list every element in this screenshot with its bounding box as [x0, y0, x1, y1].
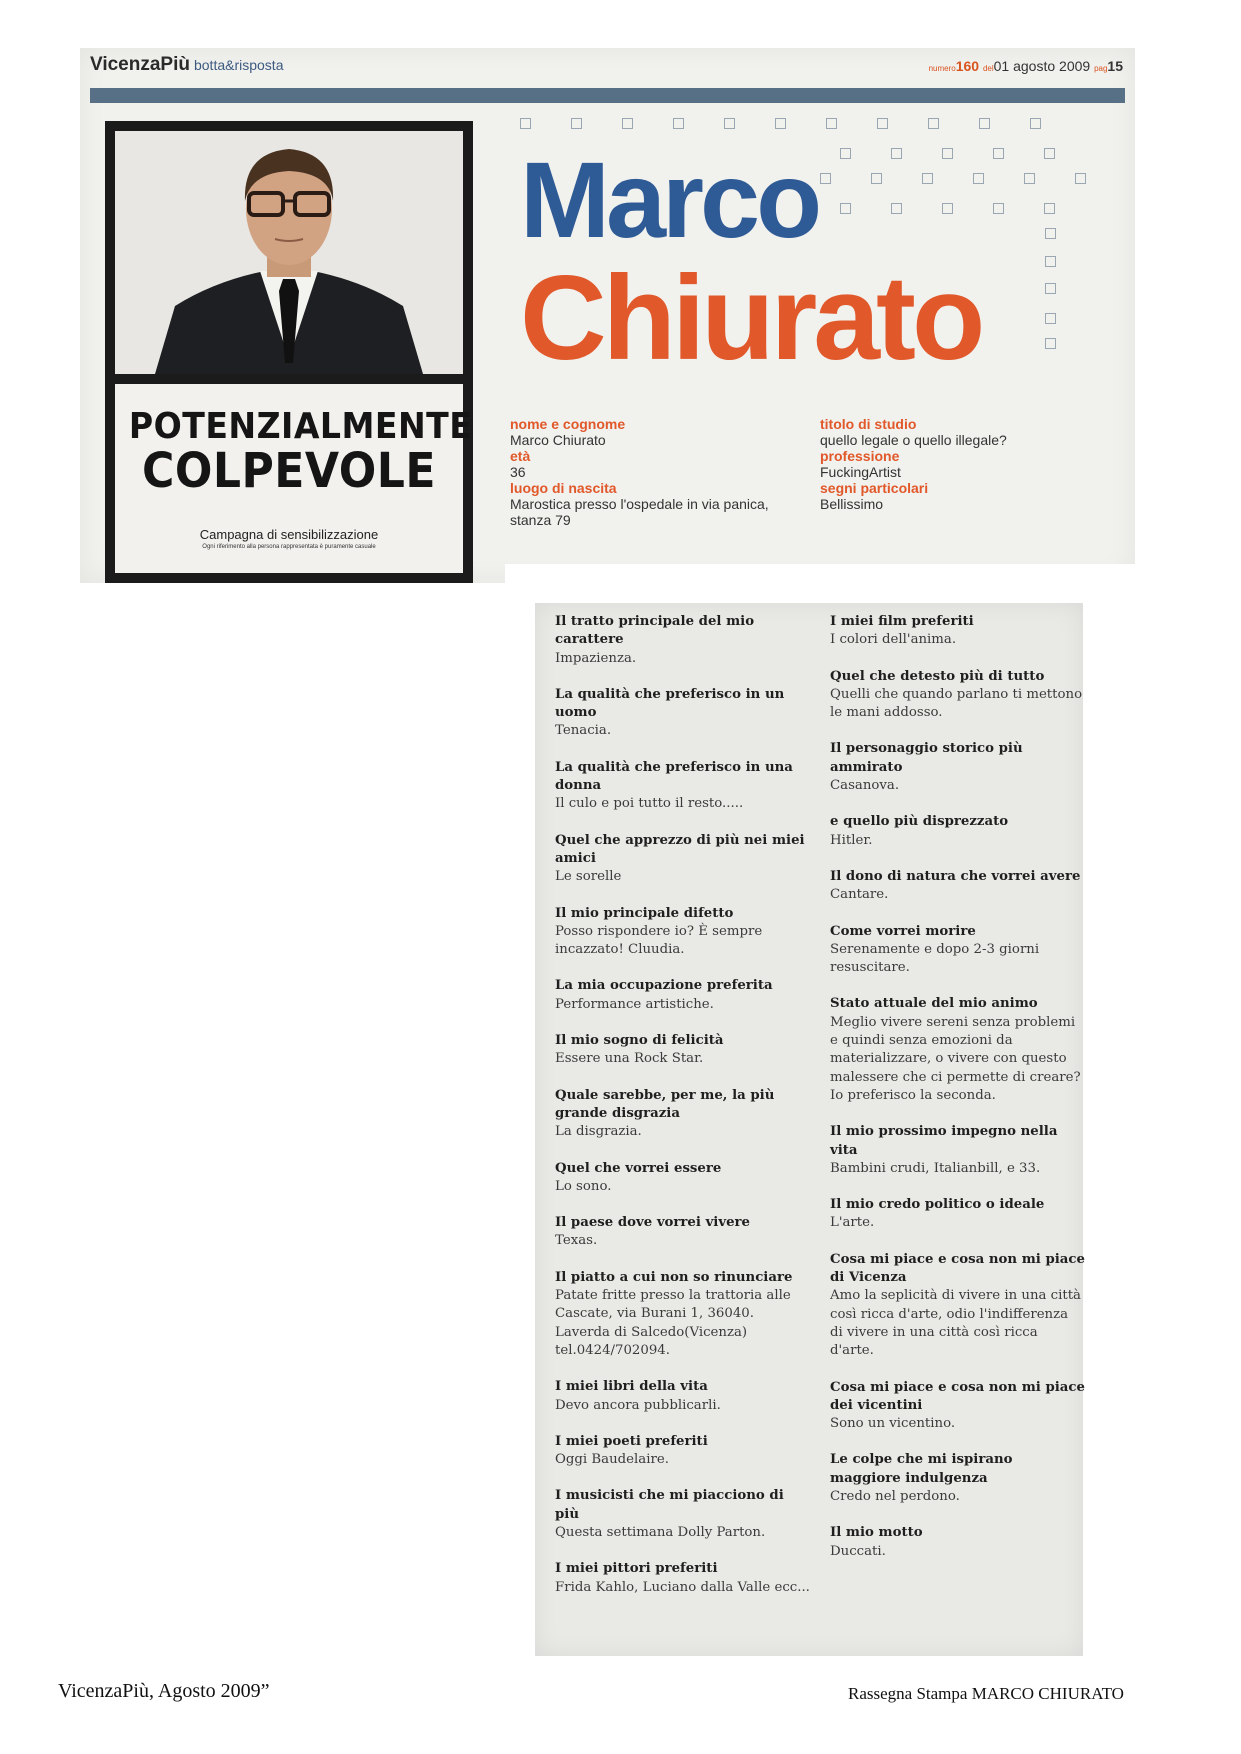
qa-item [830, 1123, 1085, 1178]
questionnaire-clipping [535, 603, 1083, 1656]
qa-question: Il dono di natura che vorrei avere [830, 868, 1081, 884]
decorative-square [840, 203, 851, 214]
qa-question: Il mio motto [830, 1525, 923, 1541]
poster-campaign: Campagna di sensibilizzazione [199, 527, 379, 543]
qa-answer: Posso rispondere io? È sempre incazzato! Cluudia. [555, 923, 763, 958]
qa-item [830, 1196, 1085, 1233]
qa-question: I miei libri della vita [555, 1379, 708, 1395]
profile-value: quello legale o quello illegale? [820, 432, 1007, 448]
qa-item [830, 1451, 1085, 1506]
qa-question: Quale sarebbe, per me, la più grande disgrazia [555, 1087, 775, 1121]
qa-item [830, 813, 1085, 850]
qa-question: Il paese dove vorrei vivere [555, 1215, 751, 1231]
profile-label: segni particolari [820, 480, 929, 496]
qa-question: Il piatto a cui non so rinunciare [555, 1269, 793, 1285]
qa-item [555, 1087, 810, 1142]
qa-answer: Devo ancora pubblicarli. [555, 1397, 721, 1413]
questionnaire-left-column [555, 613, 810, 1615]
portrait-photo [115, 131, 463, 374]
title-first-name: Marco [520, 139, 819, 260]
profile-label: titolo di studio [820, 416, 917, 432]
decorative-square [724, 118, 735, 129]
decorative-square [942, 203, 953, 214]
qa-question: Come vorrei morire [830, 923, 976, 939]
qa-item [555, 759, 810, 814]
decorative-square [775, 118, 786, 129]
qa-question: e quello più disprezzato [830, 814, 1009, 830]
qa-question: La qualità che preferisco in una donna [555, 759, 793, 794]
portrait-illustration [115, 131, 463, 374]
qa-item [555, 1032, 810, 1069]
decorative-square [820, 173, 831, 184]
decorative-square [1075, 173, 1086, 184]
decorative-square [840, 148, 851, 159]
qa-question: Il mio credo politico o ideale [830, 1197, 1045, 1213]
qa-answer: Amo la seplicità di vivere in una città così ricca d'arte, odio l'indifferenza di vivere in una città così ricca d'arte. [830, 1288, 1081, 1359]
qa-question: Il tratto principale del mio carattere [555, 614, 755, 648]
qa-answer: Duccati. [830, 1543, 886, 1559]
qa-question: Il mio principale difetto [555, 905, 734, 921]
questionnaire-right-column [830, 613, 1085, 1579]
qa-answer: Impazienza. [555, 650, 637, 666]
qa-item [830, 923, 1085, 978]
issue-info [929, 58, 1123, 74]
decorative-square [891, 148, 902, 159]
qa-question: Le colpe che mi ispirano maggiore indulgenza [830, 1452, 1013, 1486]
decorative-square [928, 118, 939, 129]
page-number: 15 [1107, 58, 1123, 74]
qa-question: Il personaggio storico più ammirato [830, 741, 1023, 775]
qa-answer: Il culo e poi tutto il resto..... [555, 796, 744, 812]
profile-value: 36 [510, 464, 526, 480]
qa-item [555, 832, 810, 887]
qa-answer: La disgrazia. [555, 1124, 642, 1140]
qa-answer: Essere una Rock Star. [555, 1051, 704, 1067]
qa-item [555, 1214, 810, 1251]
qa-question: Il mio prossimo impegno nella vita [830, 1124, 1058, 1158]
qa-answer: Serenamente e dopo 2-3 giorni resuscitare. [830, 941, 1040, 976]
qa-item [555, 613, 810, 668]
issue-del: del [982, 64, 994, 73]
qa-question: Il mio sogno di felicità [555, 1033, 724, 1049]
qa-answer: Bambini crudi, Italianbill, e 33. [830, 1160, 1041, 1176]
profile-right-column [820, 416, 1110, 512]
qa-question: La qualità che preferisco in un uomo [555, 686, 785, 721]
qa-answer: Oggi Baudelaire. [555, 1452, 669, 1468]
qa-item [830, 613, 1085, 650]
campaign-poster [105, 121, 473, 583]
qa-question: Cosa mi piace e cosa non mi piace di Vicenza [830, 1251, 1085, 1286]
decorative-square [1045, 228, 1056, 239]
issue-label: numero [928, 64, 956, 73]
qa-answer: Sono un vicentino. [830, 1416, 956, 1432]
qa-answer: Patate fritte presso la trattoria alle Cascate, via Burani 1, 36040. Laverda di Salcedo(Vicenza) tel.0424/702094. [555, 1288, 791, 1358]
qa-answer: Quelli che quando parlano ti mettono le mani addosso. [830, 686, 1083, 721]
profile-value: Marco Chiurato [510, 432, 606, 448]
profile-label: professione [820, 448, 900, 464]
profile-label: luogo di nascita [510, 480, 617, 496]
decorative-square [1044, 203, 1055, 214]
qa-answer: Credo nel perdono. [830, 1488, 960, 1504]
decorative-square [1030, 118, 1041, 129]
poster-headline-line1: POTENZIALMENTE [128, 406, 473, 447]
decorative-square [922, 173, 933, 184]
qa-item [830, 1251, 1085, 1361]
decorative-square [1045, 283, 1056, 294]
publication-name: VicenzaPiù [90, 54, 190, 75]
profile-label: nome e cognome [510, 416, 626, 432]
qa-question: Stato attuale del mio animo [830, 996, 1038, 1012]
qa-answer: Meglio vivere sereni senza problemi e quindi senza emozioni da materializzare, o vivere con questo malessere che ci permette di creare? Io preferisco la seconda. [830, 1014, 1081, 1103]
decorative-square [993, 203, 1004, 214]
qa-question: Quel che detesto più di tutto [830, 668, 1045, 684]
decorative-square [1024, 173, 1035, 184]
issue-date: 01 agosto 2009 [993, 58, 1091, 74]
qa-answer: Le sorelle [555, 869, 622, 885]
decorative-square [891, 203, 902, 214]
qa-answer: Performance artistiche. [555, 996, 714, 1012]
decorative-square [942, 148, 953, 159]
qa-item [555, 1378, 810, 1415]
qa-item [555, 1433, 810, 1470]
qa-answer: Questa settimana Dolly Parton. [555, 1524, 766, 1540]
qa-item [555, 1160, 810, 1197]
decorative-square [993, 148, 1004, 159]
decorative-square [1045, 338, 1056, 349]
qa-answer: Casanova. [830, 778, 900, 794]
issue-number: 160 [955, 58, 980, 74]
qa-question: I miei pittori preferiti [555, 1561, 718, 1577]
profile-value: Marostica presso l'ospedale in via panica, stanza 79 [510, 496, 769, 528]
decorative-square [877, 118, 888, 129]
masthead [90, 54, 283, 76]
title-last-name: Chiurato [520, 251, 982, 385]
qa-item [555, 686, 810, 741]
decorative-square [1045, 313, 1056, 324]
decorative-square [673, 118, 684, 129]
qa-question: I miei film preferiti [830, 614, 974, 629]
article-header-clipping [80, 48, 1135, 583]
qa-answer: Hitler. [830, 832, 873, 848]
qa-question: Cosa mi piace e cosa non mi piace dei vicentini [830, 1379, 1085, 1413]
qa-question: I miei poeti preferiti [555, 1433, 708, 1449]
qa-item [830, 868, 1085, 905]
poster-text [115, 384, 473, 573]
profile-label: età [510, 448, 531, 464]
qa-question: Quel che vorrei essere [555, 1160, 722, 1176]
clipping-cut [505, 564, 1145, 588]
qa-item [830, 1379, 1085, 1434]
qa-answer: Lo sono. [555, 1178, 612, 1194]
decorative-square [871, 173, 882, 184]
footer-source: VicenzaPiù, Agosto 2009” [58, 1680, 270, 1702]
qa-answer: I colori dell'anima. [830, 632, 957, 648]
decorative-square [1044, 148, 1055, 159]
qa-item [830, 740, 1085, 795]
profile-value: Bellissimo [820, 496, 884, 512]
qa-answer: Cantare. [830, 887, 889, 903]
qa-item [555, 905, 810, 960]
qa-question: La mia occupazione preferita [555, 978, 773, 994]
header-bar [90, 88, 1125, 103]
qa-question: Quel che apprezzo di più nei miei amici [555, 832, 805, 866]
poster-disclaimer: Ogni riferimento alla persona rappresentata è puramente casuale [202, 544, 376, 551]
qa-item [830, 995, 1085, 1105]
qa-answer: Frida Kahlo, Luciano dalla Valle ecc... [555, 1579, 810, 1595]
decorative-square [826, 118, 837, 129]
decorative-square [520, 118, 531, 129]
profile-left-column [510, 416, 800, 528]
qa-item [555, 1487, 810, 1542]
decorative-square [979, 118, 990, 129]
qa-item [555, 977, 810, 1014]
section-name: botta&risposta [193, 57, 284, 73]
decorative-square [973, 173, 984, 184]
decorative-square [622, 118, 633, 129]
qa-item [830, 668, 1085, 723]
qa-answer: L'arte. [830, 1215, 875, 1231]
qa-item [555, 1269, 810, 1360]
qa-question: I musicisti che mi piacciono di più [555, 1488, 784, 1522]
footer-title: Rassegna Stampa MARCO CHIURATO [848, 1684, 1124, 1703]
poster-headline-line2: COLPEVOLE [141, 443, 436, 500]
decorative-square [1045, 256, 1056, 267]
qa-item [555, 1560, 810, 1597]
qa-item [830, 1524, 1085, 1561]
decorative-square [571, 118, 582, 129]
page-label: pag [1094, 64, 1108, 73]
qa-answer: Texas. [555, 1233, 598, 1249]
qa-answer: Tenacia. [555, 723, 612, 739]
profile-value: FuckingArtist [820, 464, 901, 480]
